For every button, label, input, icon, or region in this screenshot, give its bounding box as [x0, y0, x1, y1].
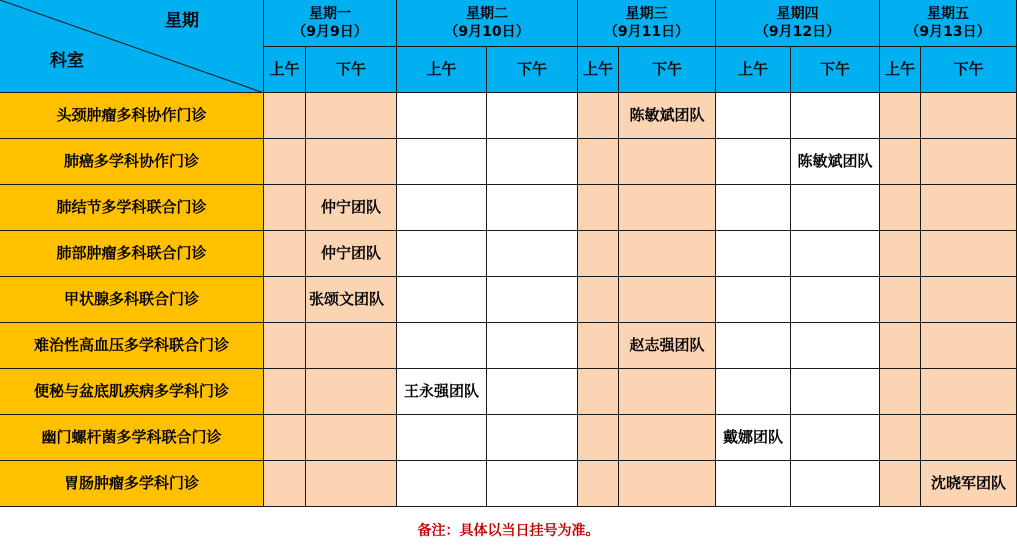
day-name: 星期一: [309, 6, 351, 22]
afternoon-header: 下午: [487, 47, 578, 93]
department-name: 难治性高血压多学科联合门诊: [0, 323, 264, 369]
schedule-slot: [791, 277, 880, 323]
day-header: [880, 0, 1017, 47]
schedule-slot: [264, 277, 306, 323]
schedule-slot: [880, 461, 921, 507]
department-name: 便秘与盆底肌疾病多学科门诊: [0, 369, 264, 415]
schedule-slot: [264, 185, 306, 231]
schedule-slot: [397, 323, 487, 369]
department-name: 肺部肿瘤多科联合门诊: [0, 231, 264, 277]
department-name: 头颈肿瘤多科协作门诊: [0, 93, 264, 139]
schedule-slot: [619, 185, 716, 231]
morning-header: 上午: [716, 47, 791, 93]
schedule-slot: [791, 93, 880, 139]
day-date: （9月12日）: [754, 24, 841, 40]
schedule-slot: [264, 323, 306, 369]
schedule-slot: [880, 231, 921, 277]
schedule-slot: [791, 461, 880, 507]
schedule-slot: [264, 369, 306, 415]
day-name: 星期五: [927, 6, 969, 22]
schedule-slot: 沈晓军团队: [921, 461, 1017, 507]
schedule-slot: [578, 461, 619, 507]
schedule-slot: [397, 93, 487, 139]
corner-header-cell: [0, 0, 264, 93]
schedule-slot: [880, 139, 921, 185]
schedule-slot: [264, 231, 306, 277]
schedule-slot: [921, 415, 1017, 461]
day-name: 星期二: [466, 6, 508, 22]
schedule-slot: [306, 139, 397, 185]
schedule-slot: [397, 231, 487, 277]
schedule-slot: [880, 415, 921, 461]
schedule-slot: [716, 185, 791, 231]
schedule-slot: [578, 93, 619, 139]
schedule-slot: [306, 415, 397, 461]
schedule-slot: [921, 185, 1017, 231]
afternoon-header: 下午: [306, 47, 397, 93]
schedule-slot: [880, 369, 921, 415]
schedule-slot: [619, 461, 716, 507]
day-header: [716, 0, 880, 47]
schedule-slot: [487, 461, 578, 507]
schedule-slot: [264, 139, 306, 185]
schedule-slot: [716, 323, 791, 369]
schedule-slot: [921, 277, 1017, 323]
schedule-slot: [397, 277, 487, 323]
schedule-slot: [716, 93, 791, 139]
schedule-slot: 赵志强团队: [619, 323, 716, 369]
day-date: （9月9日）: [292, 24, 368, 40]
schedule-slot: [306, 461, 397, 507]
schedule-slot: 仲宁团队: [306, 185, 397, 231]
schedule-slot: [619, 415, 716, 461]
schedule-slot: [716, 231, 791, 277]
department-name: 胃肠肿瘤多学科门诊: [0, 461, 264, 507]
schedule-slot: [880, 93, 921, 139]
department-name: 肺结节多学科联合门诊: [0, 185, 264, 231]
schedule-slot: [578, 185, 619, 231]
schedule-slot: [791, 185, 880, 231]
schedule-slot: [791, 231, 880, 277]
schedule-slot: [306, 93, 397, 139]
schedule-slot: [791, 323, 880, 369]
schedule-slot: [921, 139, 1017, 185]
schedule-slot: [880, 323, 921, 369]
schedule-slot: [487, 231, 578, 277]
day-date: （9月11日）: [603, 24, 690, 40]
schedule-slot: 张颂文团队: [306, 277, 397, 323]
weekday-corner-label: 星期: [165, 11, 199, 31]
day-header: [578, 0, 716, 47]
footnote: 备注：具体以当日挂号为准。: [417, 523, 600, 539]
department-name: 幽门螺杆菌多学科联合门诊: [0, 415, 264, 461]
schedule-slot: [578, 231, 619, 277]
schedule-slot: [397, 415, 487, 461]
schedule-slot: [619, 277, 716, 323]
schedule-slot: [880, 185, 921, 231]
schedule-slot: [619, 231, 716, 277]
schedule-slot: [716, 369, 791, 415]
schedule-slot: [619, 369, 716, 415]
morning-header: 上午: [880, 47, 921, 93]
afternoon-header: 下午: [921, 47, 1017, 93]
afternoon-header: 下午: [791, 47, 880, 93]
schedule-slot: [264, 415, 306, 461]
schedule-slot: [264, 461, 306, 507]
schedule-slot: [487, 185, 578, 231]
schedule-slot: [306, 369, 397, 415]
day-name: 星期四: [776, 6, 819, 22]
schedule-slot: [487, 369, 578, 415]
schedule-slot: [578, 139, 619, 185]
schedule-slot: [716, 277, 791, 323]
schedule-slot: [716, 461, 791, 507]
schedule-slot: [880, 277, 921, 323]
schedule-slot: 王永强团队: [397, 369, 487, 415]
schedule-slot: [487, 323, 578, 369]
schedule-slot: [397, 461, 487, 507]
diagonal-divider: [0, 0, 264, 93]
schedule-slot: 戴娜团队: [716, 415, 791, 461]
department-name: 甲状腺多科联合门诊: [0, 277, 264, 323]
day-date: （9月10日）: [444, 24, 530, 40]
schedule-slot: [921, 231, 1017, 277]
schedule-slot: [264, 93, 306, 139]
schedule-slot: [397, 185, 487, 231]
schedule-slot: [791, 369, 880, 415]
schedule-slot: [578, 369, 619, 415]
schedule-slot: 仲宁团队: [306, 231, 397, 277]
day-header: [264, 0, 397, 47]
schedule-slot: [578, 415, 619, 461]
schedule-slot: [578, 323, 619, 369]
schedule-slot: 陈敏斌团队: [791, 139, 880, 185]
schedule-slot: [716, 139, 791, 185]
department-name: 肺癌多学科协作门诊: [0, 139, 264, 185]
morning-header: 上午: [397, 47, 487, 93]
schedule-slot: [487, 139, 578, 185]
afternoon-header: 下午: [619, 47, 716, 93]
schedule-slot: [921, 93, 1017, 139]
morning-header: 上午: [264, 47, 306, 93]
schedule-slot: [397, 139, 487, 185]
schedule-slot: [921, 323, 1017, 369]
morning-header: 上午: [578, 47, 619, 93]
schedule-slot: [791, 415, 880, 461]
schedule-slot: [306, 323, 397, 369]
schedule-slot: [921, 369, 1017, 415]
schedule-slot: 陈敏斌团队: [619, 93, 716, 139]
schedule-slot: [578, 277, 619, 323]
schedule-slot: [487, 93, 578, 139]
department-corner-label: 科室: [50, 51, 84, 71]
schedule-slot: [487, 277, 578, 323]
day-header: [397, 0, 578, 47]
day-date: （9月13日）: [905, 24, 991, 40]
schedule-slot: [619, 139, 716, 185]
day-name: 星期三: [625, 6, 668, 22]
schedule-slot: [487, 415, 578, 461]
